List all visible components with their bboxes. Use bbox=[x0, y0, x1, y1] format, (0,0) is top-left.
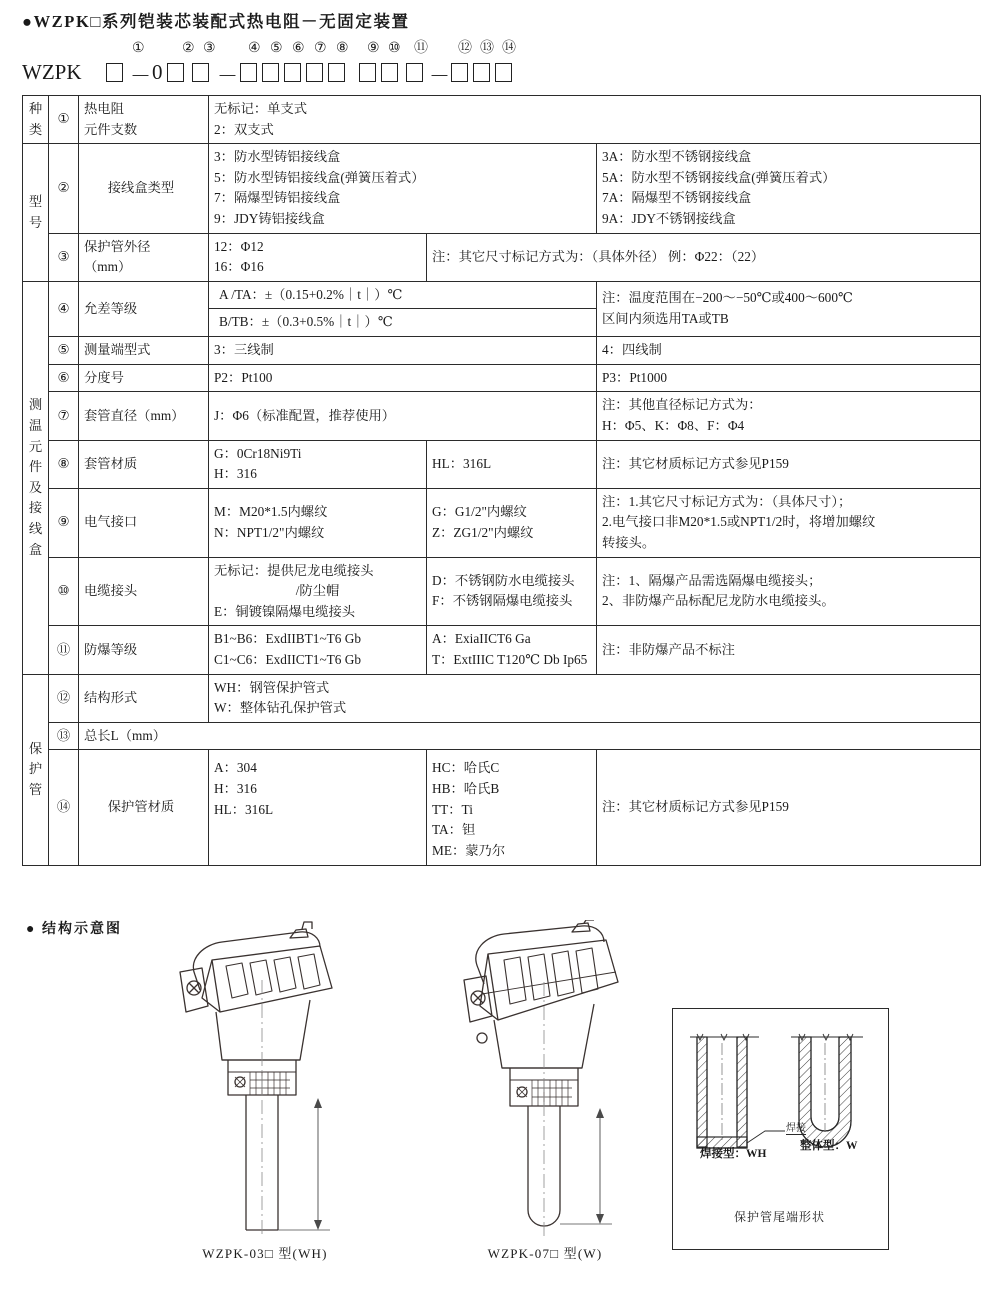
code-marker-3: ③ bbox=[203, 41, 216, 56]
code-pattern-row bbox=[22, 60, 982, 90]
row-value-mid: HL：316L bbox=[427, 440, 597, 488]
group-label-model: 型 号 bbox=[23, 144, 49, 282]
row-name: 防爆等级 bbox=[79, 626, 209, 674]
table-row bbox=[23, 750, 981, 865]
row-number: ④ bbox=[49, 281, 79, 336]
code-box-12 bbox=[451, 63, 468, 82]
row-value: P2：Pt100 bbox=[209, 364, 597, 392]
row-name: 总长L（mm） bbox=[79, 722, 981, 750]
row-value: 无标记：提供尼龙电缆接头 /防尘帽 E：铜镀镍隔爆电缆接头 bbox=[209, 557, 427, 626]
row-number: ⑬ bbox=[49, 722, 79, 750]
row-value: 无标记：单支式 2：双支式 bbox=[209, 96, 981, 144]
row-number: ⑧ bbox=[49, 440, 79, 488]
code-box-5 bbox=[262, 63, 279, 82]
tolerance-class-b: B/TB：±（0.3+0.5%｜t｜）℃ bbox=[219, 314, 393, 330]
row-note: 注：其他直径标记方式为： H：Φ5、K：Φ8、F：Φ4 bbox=[597, 392, 981, 440]
table-row bbox=[23, 674, 981, 722]
row-note: 3A：防水型不锈钢接线盒 5A：防水型不锈钢接线盒(弹簧压着式） 7A：隔爆型不锈钢接线盒 9A：JDY不锈钢接线盒 bbox=[597, 144, 981, 233]
row-value: 12：Φ12 16：Φ16 bbox=[209, 233, 427, 281]
row-name: 结构形式 bbox=[79, 674, 209, 722]
code-marker-14: ⑭ bbox=[502, 41, 516, 56]
code-marker-5: ⑤ bbox=[270, 41, 283, 56]
code-prefix: WZPK bbox=[22, 60, 82, 84]
table-row bbox=[23, 626, 981, 674]
code-dash-1: － bbox=[130, 64, 151, 88]
code-marker-12: ⑫ bbox=[458, 41, 472, 56]
row-number: ⑥ bbox=[49, 364, 79, 392]
row-note: 注：非防爆产品不标注 bbox=[597, 626, 981, 674]
row-note: 注：1、隔爆产品需选隔爆电缆接头； 2、非防爆产品标配尼龙防水电缆接头。 bbox=[597, 557, 981, 626]
tube-end-shapes-svg bbox=[673, 1009, 886, 1209]
table-row bbox=[23, 440, 981, 488]
figure-2-caption: WZPK-07□ 型(W) bbox=[487, 1246, 603, 1261]
code-box-1 bbox=[106, 63, 123, 82]
row-number: ⑩ bbox=[49, 557, 79, 626]
code-marker-10: ⑩ bbox=[388, 41, 401, 56]
row-name: 测量端型式 bbox=[79, 337, 209, 365]
code-marker-13: ⑬ bbox=[480, 41, 494, 56]
weld-annotation: 焊接 bbox=[786, 1123, 806, 1134]
code-box-9 bbox=[359, 63, 376, 82]
row-name: 保护管外径 （mm） bbox=[79, 233, 209, 281]
integral-type-label: 整体型：W bbox=[800, 1140, 858, 1152]
table-row bbox=[23, 337, 981, 365]
code-marker-8: ⑧ bbox=[336, 41, 349, 56]
code-marker-6: ⑥ bbox=[292, 41, 305, 56]
row-note: P3：Pt1000 bbox=[597, 364, 981, 392]
row-note: 注：其它材质标记方式参见P159 bbox=[597, 750, 981, 865]
row-name: 电缆接头 bbox=[79, 557, 209, 626]
row-value-mid: D：不锈钢防水电缆接头 F：不锈钢隔爆电缆接头 bbox=[427, 557, 597, 626]
tolerance-class-a: A /TA：±（0.15+0.2%｜t｜）℃ bbox=[209, 282, 596, 309]
code-box-3 bbox=[192, 63, 209, 82]
code-box-10 bbox=[381, 63, 398, 82]
code-marker-7: ⑦ bbox=[314, 41, 327, 56]
table-row bbox=[23, 722, 981, 750]
code-marker-9: ⑨ bbox=[367, 41, 380, 56]
row-number: ① bbox=[49, 96, 79, 144]
welded-type-label: 焊接型：WH bbox=[700, 1148, 767, 1160]
row-note: 注：1.其它尺寸标记方式为：（具体尺寸）； 2.电气接口非M20*1.5或NPT1/2时，将增加螺纹 转接头。 bbox=[597, 488, 981, 557]
row-number: ② bbox=[49, 144, 79, 233]
row-value-mid: HC：哈氏C HB：哈氏B TT：Ti TA：钽 ME：蒙乃尔 bbox=[427, 750, 597, 865]
row-name: 分度号 bbox=[79, 364, 209, 392]
model-code-block bbox=[22, 40, 982, 90]
code-marker-2: ② bbox=[182, 41, 195, 56]
row-value: A：304 H：316 HL：316L bbox=[209, 750, 427, 865]
row-value: M：M20*1.5内螺纹 N：NPT1/2"内螺纹 bbox=[209, 488, 427, 557]
code-marker-11: ⑪ bbox=[414, 41, 428, 56]
row-name: 套管直径（mm） bbox=[79, 392, 209, 440]
row-name: 接线盒类型 bbox=[79, 144, 209, 233]
row-value: J：Φ6（标准配置，推荐使用） bbox=[209, 392, 597, 440]
figure-1-caption: WZPK-03□ 型(WH) bbox=[202, 1246, 328, 1261]
code-box-14 bbox=[495, 63, 512, 82]
row-number: ⑫ bbox=[49, 674, 79, 722]
specification-table bbox=[22, 95, 981, 866]
sensor-assembly-wh-svg bbox=[150, 920, 380, 1240]
code-marker-1: ① bbox=[132, 41, 145, 56]
row-value: B1~B6：ExdIIBT1~T6 Gb C1~C6：ExdIICT1~T6 Gb bbox=[209, 626, 427, 674]
page-title: ●WZPK□系列铠装芯装配式热电阻－无固定装置 bbox=[22, 12, 410, 31]
code-box-11 bbox=[406, 63, 423, 82]
row-note: 注：其它材质标记方式参见P159 bbox=[597, 440, 981, 488]
table-row bbox=[23, 364, 981, 392]
figure-wzpk-03 bbox=[150, 920, 380, 1245]
row-name: 热电阻 元件支数 bbox=[79, 96, 209, 144]
code-box-6 bbox=[284, 63, 301, 82]
code-dash-3: － bbox=[429, 64, 450, 88]
tube-end-shape-caption: 保护管尾端形状 bbox=[733, 1210, 825, 1224]
row-number: ⑭ bbox=[49, 750, 79, 865]
row-number: ⑦ bbox=[49, 392, 79, 440]
group-label-protection-tube: 保 护 管 bbox=[23, 674, 49, 865]
code-marker-4: ④ bbox=[248, 41, 261, 56]
code-zero: 0 bbox=[152, 60, 163, 84]
row-value: WH：钢管保护管式 W：整体钻孔保护管式 bbox=[209, 674, 981, 722]
row-number: ⑪ bbox=[49, 626, 79, 674]
row-number: ⑤ bbox=[49, 337, 79, 365]
code-box-4 bbox=[240, 63, 257, 82]
table-row bbox=[23, 488, 981, 557]
table-row bbox=[23, 392, 981, 440]
group-label-category: 种 类 bbox=[23, 96, 49, 144]
table-row bbox=[23, 96, 981, 144]
code-box-13 bbox=[473, 63, 490, 82]
row-value bbox=[209, 281, 597, 336]
code-box-7 bbox=[306, 63, 323, 82]
group-label-sensor-assembly: 测 温 元 件 及 接 线 盒 bbox=[23, 281, 49, 674]
row-name: 电气接口 bbox=[79, 488, 209, 557]
row-value: 3：防水型铸铝接线盒 5：防水型铸铝接线盒(弹簧压着式） 7：隔爆型铸铝接线盒 9：JDY铸铝接线盒 bbox=[209, 144, 597, 233]
row-value: 3：三线制 bbox=[209, 337, 597, 365]
row-name: 套管材质 bbox=[79, 440, 209, 488]
row-number: ③ bbox=[49, 233, 79, 281]
row-name: 保护管材质 bbox=[79, 750, 209, 865]
row-number: ⑨ bbox=[49, 488, 79, 557]
structure-diagram-heading: ● 结构示意图 bbox=[26, 922, 122, 937]
code-box-8 bbox=[328, 63, 345, 82]
tolerance-subtable bbox=[209, 282, 596, 336]
row-value-mid: A：ExiaIICT6 Ga T：ExtIIIC T120℃ Db Ip65 bbox=[427, 626, 597, 674]
sensor-assembly-w-svg bbox=[430, 920, 660, 1240]
table-row bbox=[23, 557, 981, 626]
row-note: 4：四线制 bbox=[597, 337, 981, 365]
row-name: 允差等级 bbox=[79, 281, 209, 336]
table-row bbox=[23, 144, 981, 233]
code-marker-row bbox=[22, 40, 982, 60]
figure-wzpk-07 bbox=[430, 920, 660, 1245]
row-value: G：0Cr18Ni9Ti H：316 bbox=[209, 440, 427, 488]
table-row bbox=[23, 233, 981, 281]
code-dash-2: － bbox=[217, 64, 238, 88]
table-row bbox=[23, 281, 981, 336]
row-value-mid: G：G1/2"内螺纹 Z：ZG1/2"内螺纹 bbox=[427, 488, 597, 557]
row-note: 注：温度范围在−200～−50℃或400～600℃ 区间内须选用TA或TB bbox=[597, 281, 981, 336]
row-note: 注：其它尺寸标记方式为：（具体外径） 例：Φ22：（22） bbox=[427, 233, 981, 281]
code-box-2 bbox=[167, 63, 184, 82]
